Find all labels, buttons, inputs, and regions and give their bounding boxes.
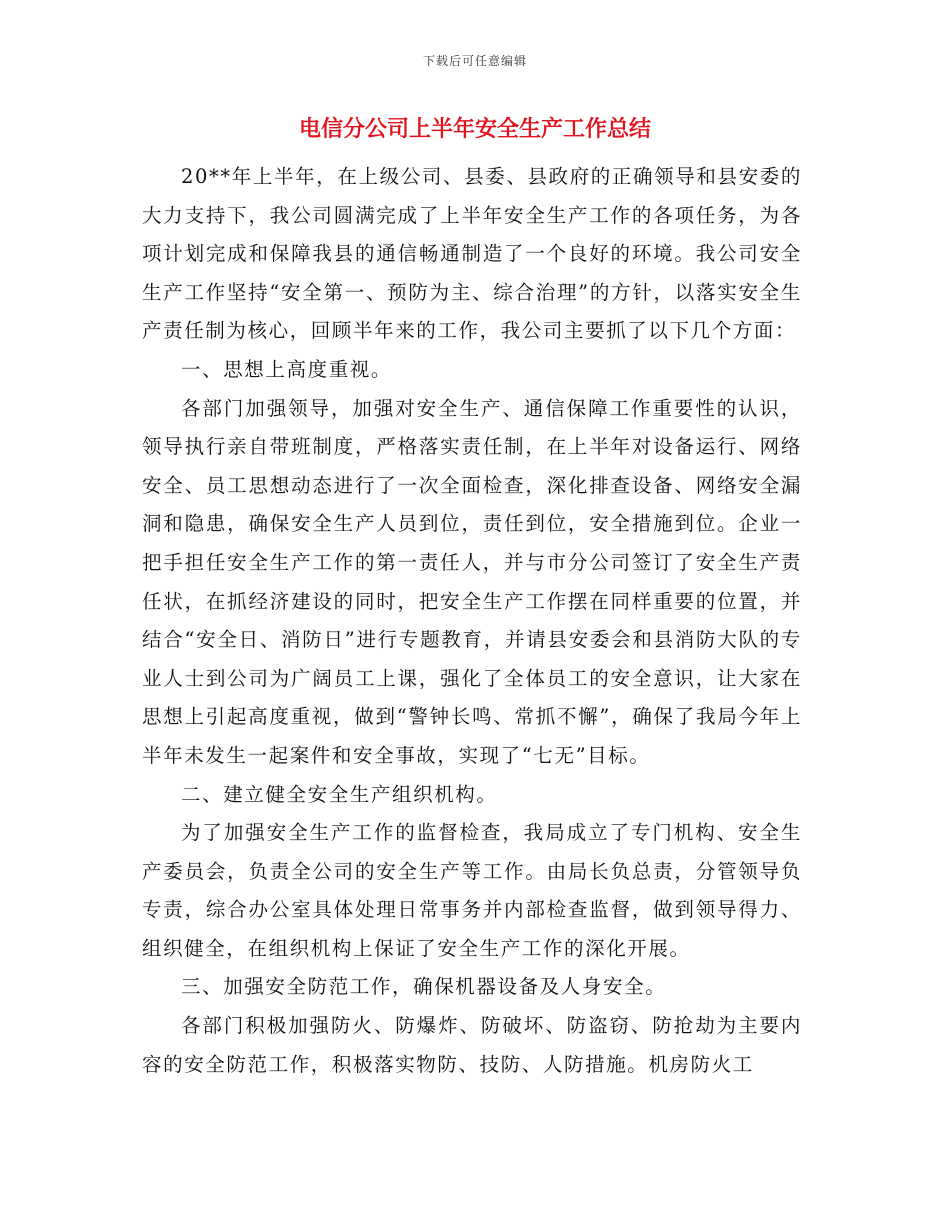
section-heading-3: 三、加强安全防范工作，确保机器设备及人身安全。	[181, 975, 667, 999]
header-note: 下载后可任意编辑	[422, 54, 527, 68]
paragraph-section-2: 为了加强安全生产工作的监督检查，我局成立了专门机构、安全生产委员会，负责全公司的安全生产等工作。由局长负总责，分管领导负专责，综合办公室具体处理日常事务并内部检查监督，做到领导得力、组织健全，在组织机构上保证了安全生产工作的深化开展。	[142, 821, 802, 960]
paragraph-section-1: 各部门加强领导，加强对安全生产、通信保障工作重要性的认识，领导执行亲自带班制度，严格落实责任制，在上半年对设备运行、网络安全、员工思想动态进行了一次全面检查，深化排查设备、网络安全漏洞和隐患，确保安全生产人员到位，责任到位，安全措施到位。企业一把手担任安全生产工作的第一责任人，并与市分公司签订了安全生产责任状，在抓经济建设的同时，把安全生产工作摆在同样重要的位置，并结合“安全日、消防日”进行专题教育，并请县安委会和县消防大队的专业人士到公司为广阔员工上课，强化了全体员工的安全意识，让大家在思想上引起高度重视，做到“警钟长鸣、常抓不懈”，确保了我局今年上半年未发生一起案件和安全事故，实现了“七无”目标。	[142, 396, 802, 767]
document-title: 电信分公司上半年安全生产工作总结	[298, 117, 651, 142]
section-heading-2: 二、建立健全安全生产组织机构。	[181, 782, 498, 806]
document-body	[142, 158, 802, 1084]
paragraph-section-3: 各部门积极加强防火、防爆炸、防破坏、防盗窃、防抢劫为主要内容的安全防范工作，积极落实物防、技防、人防措施。机房防火工	[142, 1014, 802, 1076]
section-heading-1: 一、思想上高度重视。	[181, 357, 393, 381]
paragraph-intro: 20**年上半年，在上级公司、县委、县政府的正确领导和县安委的大力支持下，我公司圆满完成了上半年安全生产工作的各项任务，为各项计划完成和保障我县的通信畅通制造了一个良好的环境。我公司安全生产工作坚持“安全第一、预防为主、综合治理”的方针，以落实安全生产责任制为核心，回顾半年来的工作，我公司主要抓了以下几个方面：	[142, 165, 802, 343]
